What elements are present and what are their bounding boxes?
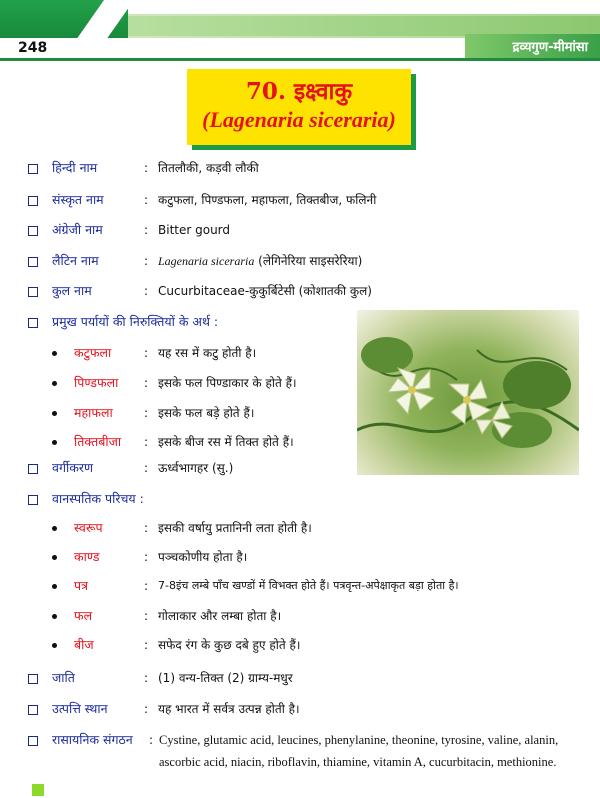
bullet-dot-icon [52, 411, 57, 416]
latin-name-title: (Lagenaria siceraria) [202, 107, 396, 132]
botanical-meaning: पञ्चकोणीय होता है। [158, 550, 248, 564]
botanical-term: फल [74, 608, 93, 623]
botanical-term: काण्ड [74, 549, 100, 564]
botanical-term: बीज [74, 637, 94, 652]
botanical-term: पत्र [74, 578, 89, 593]
plant-illustration [357, 310, 579, 475]
etymology-term: महाफला [74, 405, 113, 420]
chemistry-line-2: ascorbic acid, niacin, riboflavin, thiamine, vitamin A, cucurbitacin, methionine. [159, 755, 557, 769]
bullet-dot-icon [52, 555, 57, 560]
checkbox-bullet-icon [28, 287, 38, 297]
chapter-title: 70. इक्ष्वाकु [245, 78, 353, 105]
bullet-dot-icon [52, 643, 57, 648]
row-label: लैटिन नाम [52, 253, 99, 268]
bullet-dot-icon [52, 526, 57, 531]
row-value: Cucurbitaceae-कुकुर्बिटेसी (कोशातकी कुल) [158, 284, 372, 298]
row-value: ऊर्ध्वभागहर (सु.) [158, 461, 234, 475]
checkbox-bullet-icon [28, 736, 38, 746]
bullet-dot-icon [52, 381, 57, 386]
row-label: अंग्रेजी नाम [52, 222, 103, 237]
row-label: कुल नाम [52, 283, 92, 298]
botanical-meaning: 7-8इंच लम्बे पाँच खण्डों में विभक्त होते हैं। पत्रवृन्त-अपेक्षाकृत बड़ा होता है। [158, 579, 459, 592]
checkbox-bullet-icon [28, 495, 38, 505]
row-value: यह भारत में सर्वत्र उत्पन्न होती है। [158, 702, 300, 716]
checkbox-bullet-icon [28, 257, 38, 267]
row-value: Bitter gourd [158, 223, 231, 237]
row-label: जाति [52, 670, 75, 685]
checkbox-bullet-icon [28, 464, 38, 474]
row-label: हिन्दी नाम [52, 160, 98, 175]
etymology-heading: प्रमुख पर्यायों की निरुक्तियों के अर्थ : [52, 314, 219, 329]
etymology-term: तिक्तबीजा [74, 434, 122, 449]
checkbox-bullet-icon [28, 226, 38, 236]
book-title: द्रव्यगुण-मीमांसा [512, 40, 588, 55]
chemistry-line-1: Cystine, glutamic acid, leucines, phenylanine, theonine, tyrosine, valine, alanin, [159, 733, 559, 747]
header-rule [0, 58, 600, 61]
corner-square-mark [32, 784, 44, 796]
row-label: उत्पत्ति स्थान [52, 701, 108, 716]
row-value [158, 253, 362, 269]
botanical-meaning: गोलाकार और लम्बा होता है। [158, 609, 282, 623]
etymology-meaning: इसके बीज रस में तिक्त होते हैं। [158, 435, 294, 449]
botanical-meaning: सफेद रंग के कुछ दबे हुए होते हैं। [158, 638, 301, 652]
botanical-heading: वानस्पतिक परिचय : [52, 491, 144, 506]
row-label: रासायनिक संगठन [52, 732, 133, 747]
etymology-term: पिण्डफला [74, 375, 119, 390]
checkbox-bullet-icon [28, 318, 38, 328]
checkbox-bullet-icon [28, 674, 38, 684]
botanical-meaning: इसकी वर्षायु प्रतानिनी लता होती है। [158, 521, 312, 535]
bullet-dot-icon [52, 351, 57, 356]
latin-transliteration: (लेगिनेरिया साइसरेरिया) [258, 254, 363, 268]
header-band-inner [120, 16, 600, 36]
checkbox-bullet-icon [28, 196, 38, 206]
checkbox-bullet-icon [28, 705, 38, 715]
row-value: कटुफला, पिण्डफला, महाफला, तिक्तबीज, फलिनी [158, 193, 377, 207]
title-box [187, 69, 411, 145]
etymology-meaning: यह रस में कटु होती है। [158, 346, 257, 360]
row-label: संस्कृत नाम [52, 192, 104, 207]
checkbox-bullet-icon [28, 164, 38, 174]
latin-italic: Lagenaria siceraria [158, 254, 255, 268]
bottle-gourd-flower-photo [357, 310, 579, 475]
row-value: तितलौकी, कड़वी लौकी [158, 161, 259, 175]
etymology-meaning: इसके फल पिण्डाकार के होते हैं। [158, 376, 297, 390]
botanical-term: स्वरूप [74, 520, 103, 535]
etymology-meaning: इसके फल बड़े होते हैं। [158, 406, 255, 420]
page-number: 248 [18, 40, 48, 56]
row-label: वर्गीकरण [52, 460, 93, 475]
etymology-term: कटुफला [74, 345, 112, 360]
bullet-dot-icon [52, 584, 57, 589]
row-value: (1) वन्य-तिक्त (2) ग्राम्य-मधुर [158, 671, 293, 685]
bullet-dot-icon [52, 614, 57, 619]
bullet-dot-icon [52, 440, 57, 445]
